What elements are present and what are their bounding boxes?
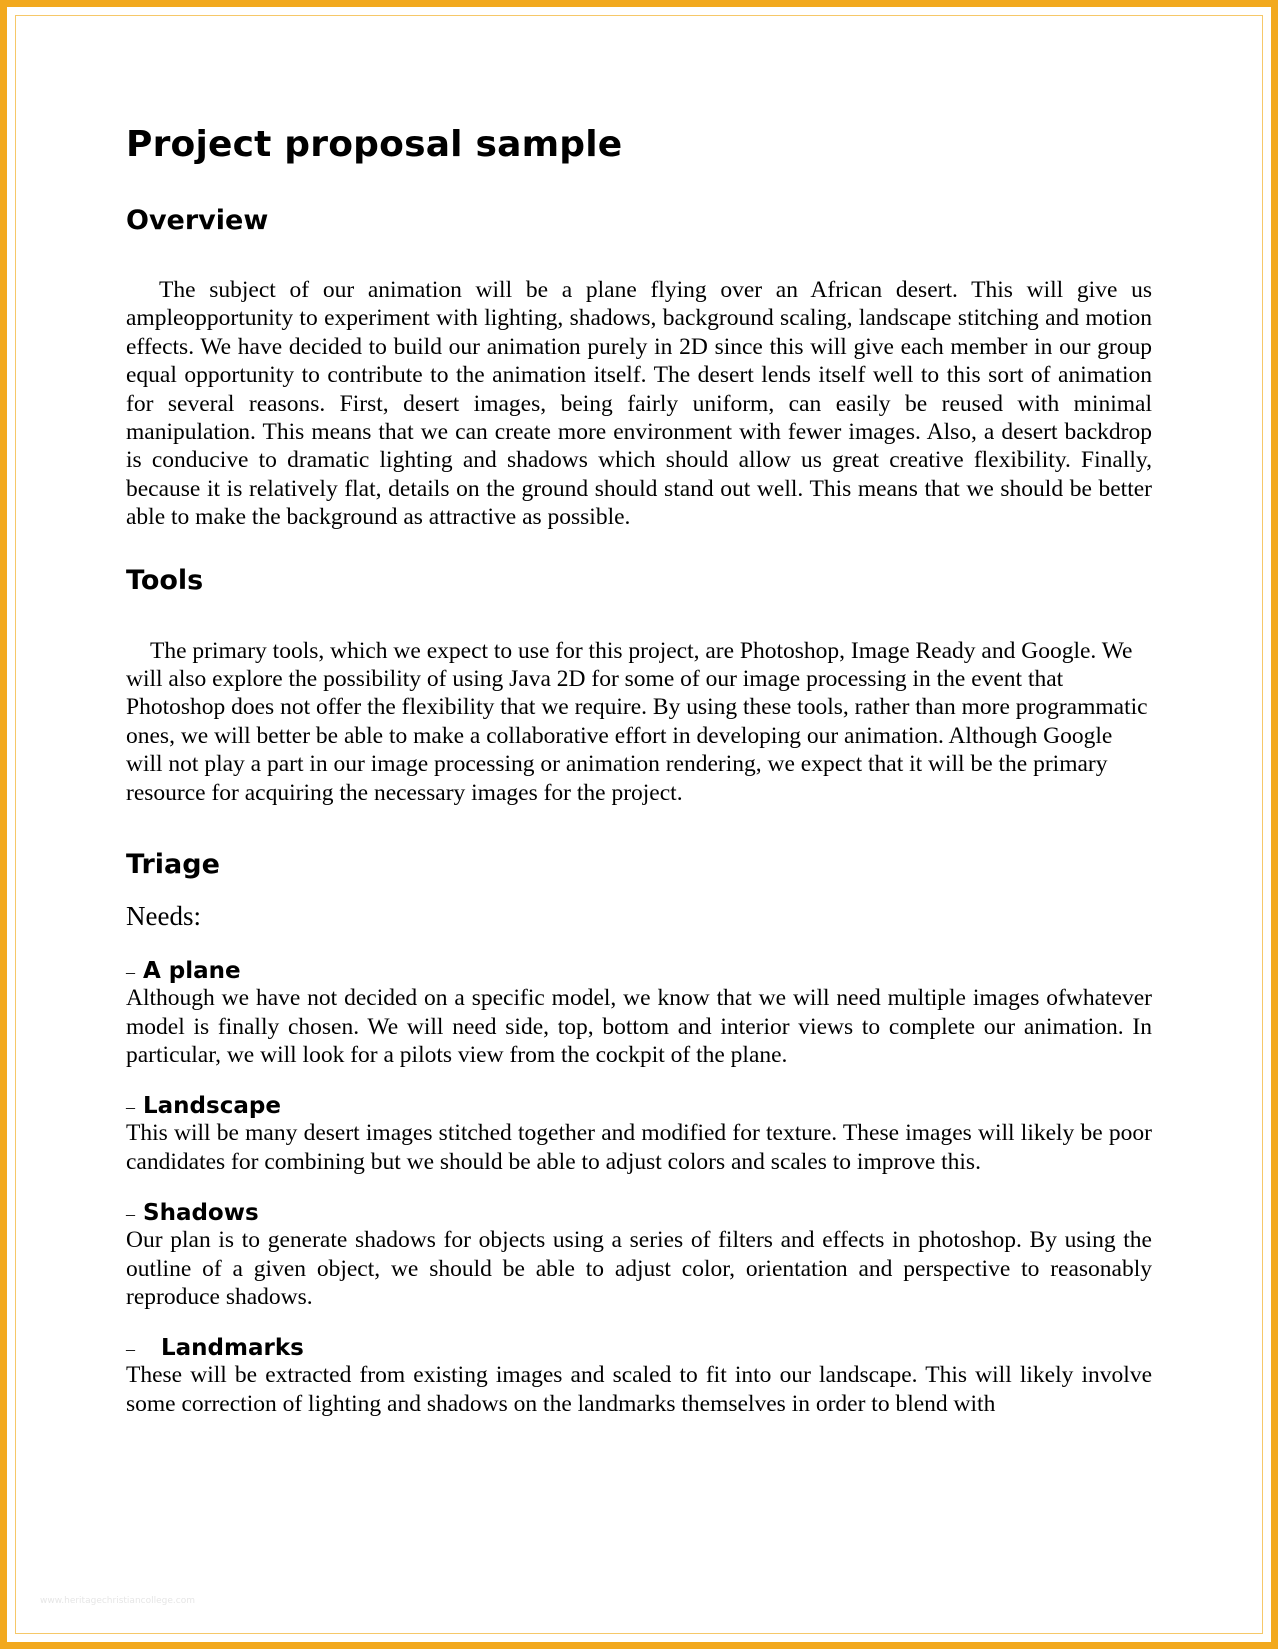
overview-paragraph: The subject of our animation will be a plane flying over an African desert. This will give us ampleopportunity to experiment with lighting, shadows, background scaling, landscape stitching and motion effects. We have decided to build our animation purely in 2D since this will give each member in our group equal opportunity to contribute to the animation itself. The desert lends itself well to this sort of animation for several reasons. First, desert images, being fairly uniform, can easily be reused with minimal manipulation. This means that we can create more environment with fewer images. Also, a desert backdrop is conducive to dramatic lighting and shadows which should allow us great creative flexibility. Finally, because it is relatively flat, details on the ground should stand out well. This means that we should be better able to make the background as attractive as possible. (126, 277, 1152, 531)
dash-bullet: – (126, 1097, 135, 1118)
triage-heading: Triage (126, 849, 220, 881)
need-item (126, 958, 1152, 1069)
need-item (126, 1093, 1152, 1176)
need-item-text: Although we have not decided on a specific model, we know that we will need multiple images ofwhatever model is finally chosen. We will need side, top, bottom and interior views to complete our animation. In particular, we will look for a pilots view from the cockpit of the plane. (126, 985, 1152, 1068)
need-item (126, 1200, 1152, 1311)
need-item-title: Shadows (143, 1200, 259, 1227)
overview-heading: Overview (126, 205, 269, 236)
need-item (126, 1335, 1152, 1418)
need-item-heading (126, 1093, 1152, 1119)
need-item-text: This will be many desert images stitched together and modified for texture. These images will likely be poor candidates for combining but we should be able to adjust colors and scales to improve this. (126, 1120, 1152, 1175)
need-item-title: Landmarks (161, 1335, 304, 1362)
watermark-text: www.heritagechristiancollege.com (40, 1596, 195, 1606)
need-item-title: A plane (143, 958, 241, 985)
dash-bullet: – (126, 1204, 135, 1225)
dash-bullet: – (126, 962, 135, 983)
need-item-text: These will be extracted from existing images and scaled to fit into our landscape. This will likely involve some correction of lighting and shadows on the landmarks themselves in order to blend with (126, 1362, 1152, 1417)
document-title: Project proposal sample (126, 124, 623, 165)
need-item-title: Landscape (143, 1093, 281, 1120)
dash-bullet: – (126, 1339, 135, 1360)
need-item-heading (126, 958, 1152, 984)
needs-label: Needs: (126, 901, 201, 932)
document-page (126, 124, 1152, 1418)
need-item-text: Our plan is to generate shadows for objects using a series of filters and effects in photoshop. By using the outline of a given object, we should be able to adjust color, orientation and perspective to reasonably reproduce shadows. (126, 1227, 1152, 1310)
tools-paragraph: The primary tools, which we expect to use for this project, are Photoshop, Image Ready and Google. We will also explore the possibility of using Java 2D for some of our image processing in the event that Photoshop does not offer the flexibility that we require. By using these tools, rather than more programmatic ones, we will better be able to make a collaborative effort in developing our animation. Although Google will not play a part in our image processing or animation rendering, we expect that it will be the primary resource for acquiring the necessary images for the project. (126, 637, 1148, 806)
tools-heading: Tools (126, 564, 204, 596)
need-item-heading (126, 1200, 1152, 1226)
need-item-heading (126, 1335, 1152, 1361)
